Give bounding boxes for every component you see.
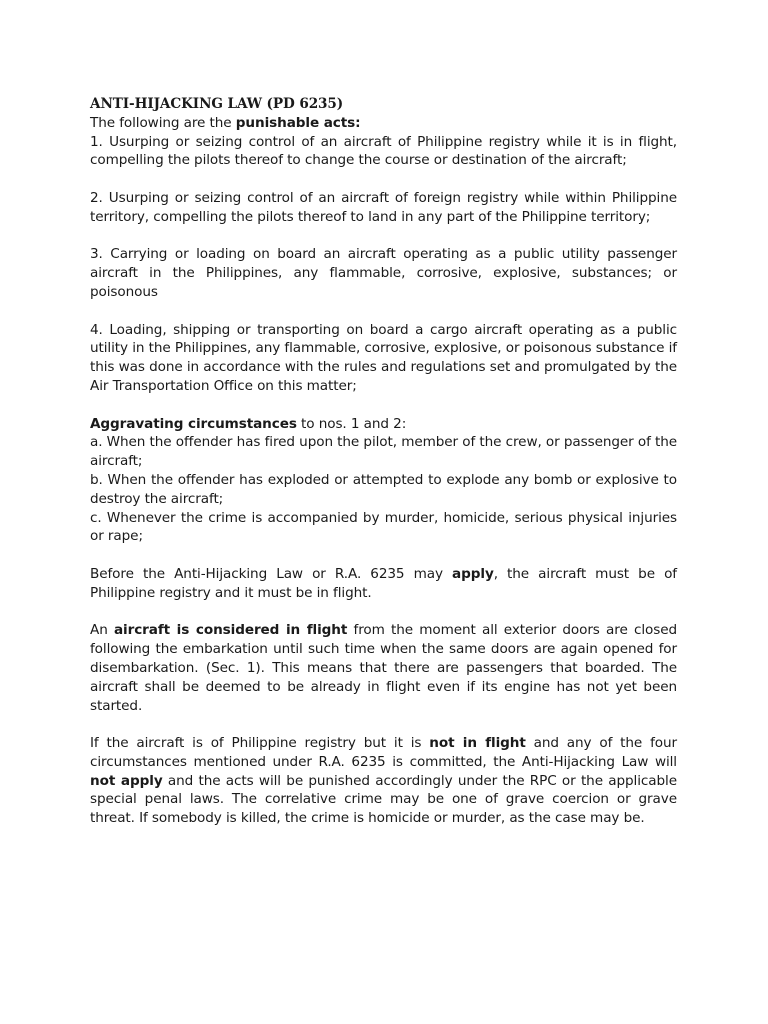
aggravating-section [90, 415, 677, 547]
punishable-act-4: 4. Loading, shipping or transporting on board a cargo aircraft operating as a public utility in the Philippines, any flammable, corrosive, explosive, or poisonous substance if this was done in accordance with the rules and regulations set and promulgated by the Air Transportation Office on this matter; [90, 321, 677, 394]
in-flight-bold: aircraft is considered in flight [113, 622, 348, 639]
in-flight-text-1: An [90, 622, 114, 639]
not-in-flight-text-3: and the acts will be punished accordingly under the RPC or the applicable special penal laws. The correlative crime may be one of grave coercion or grave threat. If somebody is killed, the crime is homicide or murder, as the case may be. [90, 772, 677, 827]
intro-line [90, 114, 677, 133]
punishable-act-1: 1. Usurping or seizing control of an aircraft of Philippine registry while it is in flight, compelling the pilots thereof to change the course or destination of the aircraft; [90, 133, 677, 169]
not-in-flight-paragraph [90, 734, 677, 828]
document-title: ANTI-HIJACKING LAW (PD 6235) [90, 96, 344, 112]
aggravating-item-b: b. When the offender has exploded or attempted to explode any bomb or explosive to destroy the aircraft; [90, 471, 677, 507]
not-in-flight-text-1: If the aircraft is of Philippine registry but it is [90, 735, 430, 752]
apply-text-1: Before the Anti-Hijacking Law or R.A. 6235 may [90, 565, 453, 582]
intro-bold: punishable acts: [235, 114, 361, 131]
intro-text: The following are the [90, 114, 236, 131]
aggravating-item-c: c. Whenever the crime is accompanied by murder, homicide, serious physical injuries or rape; [90, 509, 677, 545]
document-page [90, 95, 677, 828]
punishable-act-3: 3. Carrying or loading on board an aircraft operating as a public utility passenger aircraft in the Philippines, any flammable, corrosive, explosive, substances; or poisonous [90, 246, 677, 300]
not-in-flight-bold-2: not apply [90, 772, 163, 789]
in-flight-paragraph [90, 621, 677, 715]
aggravating-item-a: a. When the offender has fired upon the pilot, member of the crew, or passenger of the aircraft; [90, 434, 677, 470]
punishable-act-2: 2. Usurping or seizing control of an aircraft of foreign registry while within Philippine territory, compelling the pilots thereof to land in any part of the Philippine territory; [90, 189, 677, 225]
in-flight-text-2: from the moment all exterior doors are closed following the embarkation until such time when the same doors are again opened for disembarkation. (Sec. 1). This means that there are passengers that boarded. The aircraft shall be deemed to be already in flight even if its engine has not yet been started. [90, 622, 677, 714]
apply-paragraph [90, 565, 677, 603]
apply-text-2: , the aircraft must be of Philippine registry and it must be in flight. [90, 565, 677, 601]
apply-bold: apply [452, 565, 494, 582]
aggravating-heading [90, 415, 677, 434]
not-in-flight-bold-1: not in flight [429, 735, 526, 752]
aggravating-heading-bold: Aggravating circumstances [90, 415, 297, 432]
aggravating-heading-rest: to nos. 1 and 2: [296, 415, 407, 432]
not-in-flight-text-2: and any of the four circumstances mentioned under R.A. 6235 is committed, the Anti-Hijacking Law will [90, 735, 677, 770]
